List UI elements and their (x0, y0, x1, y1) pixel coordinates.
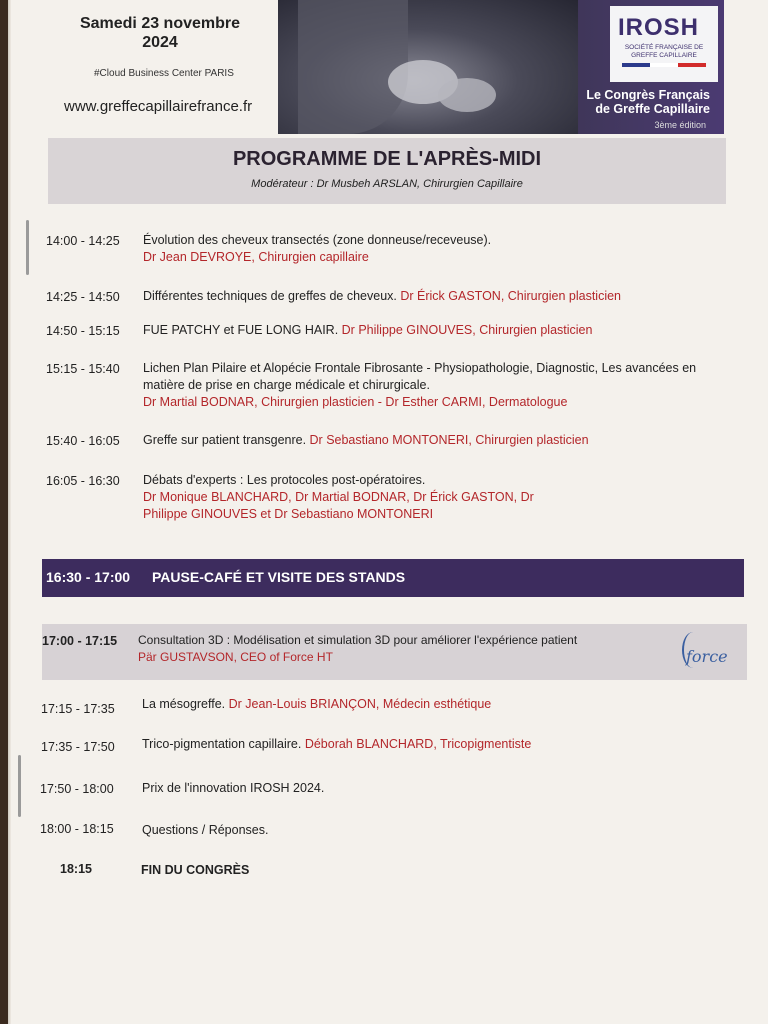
irosh-logo-subtitle: SOCIÉTÉ FRANÇAISE DE GREFFE CAPILLAIRE (624, 44, 704, 59)
session-title: Greffe sur patient transgenre. (143, 433, 310, 447)
session-description (142, 696, 732, 713)
session-description (142, 780, 732, 797)
session-title: Différentes techniques de greffes de cheveux. (143, 289, 401, 303)
gloved-hand (438, 78, 496, 112)
programme-title: PROGRAMME DE L'APRÈS-MIDI (232, 148, 542, 170)
programme-heading (48, 138, 726, 204)
session-time: 14:00 - 14:25 (46, 234, 120, 248)
session-title: Débats d'experts : Les protocoles post-opératoires. (143, 473, 426, 487)
session-speaker: Dr Philippe GINOUVES, Chirurgien plasticien (341, 323, 593, 337)
event-date-year: 2024 (142, 34, 178, 51)
session-description (143, 288, 733, 305)
surgeon-figure (298, 0, 408, 134)
session-time: 17:35 - 17:50 (41, 740, 115, 754)
congress-title (510, 88, 710, 116)
session-description (138, 632, 698, 666)
session-time: 14:50 - 15:15 (46, 324, 120, 338)
session-title: Consultation 3D : Modélisation et simulation 3D pour améliorer l'expérience patient (138, 633, 578, 647)
staple (18, 755, 21, 817)
session-title: Lichen Plan Pilaire et Alopécie Frontale Fibrosante - Physiopathologie, Diagnostic, Les avancées en matière de prise en charge médicale et chirurgicale. (143, 361, 697, 392)
session-speaker: Dr Martial BODNAR, Chirurgien plasticien - Dr Esther CARMI, Dermatologue (143, 395, 568, 409)
session-description (143, 472, 573, 523)
session-description (143, 432, 733, 449)
irosh-logo-text: IROSH (618, 14, 700, 41)
session-time: 15:40 - 16:05 (46, 434, 120, 448)
session-title: Évolution des cheveux transectés (zone donneuse/receveuse). (143, 233, 492, 247)
staple (26, 220, 29, 275)
closing-label: FIN DU CONGRÈS (141, 863, 250, 877)
event-venue: #Cloud Business Center PARIS (94, 68, 234, 79)
flag-blue (622, 63, 650, 67)
session-speaker: Dr Sebastiano MONTONERI, Chirurgien plasticien (309, 433, 589, 447)
session-description (143, 232, 733, 266)
congress-title-line1: Le Congrès Français (586, 88, 710, 102)
session-speaker: Pär GUSTAVSON, CEO of Force HT (138, 650, 333, 664)
coffee-break-banner (42, 559, 744, 597)
coffee-break-label: PAUSE-CAFÉ ET VISITE DES STANDS (152, 569, 406, 585)
session-time: 17:50 - 18:00 (40, 782, 114, 796)
event-date-day: Samedi 23 novembre (79, 15, 241, 32)
congress-edition: 3ème édition (654, 120, 706, 130)
header-banner (278, 0, 724, 134)
session-speaker: Dr Jean DEVROYE, Chirurgien capillaire (143, 250, 369, 264)
event-website: www.greffecapillairefrance.fr (64, 98, 253, 115)
session-time: 17:15 - 17:35 (41, 702, 115, 716)
force-ht-logo (680, 630, 738, 672)
session-time: 16:05 - 16:30 (46, 474, 120, 488)
flag-white (650, 63, 678, 67)
session-description (142, 822, 732, 839)
session-title: Prix de l'innovation IROSH 2024. (142, 781, 325, 795)
session-speaker: Dr Monique BLANCHARD, Dr Martial BODNAR, Dr Érick GASTON, Dr Philippe GINOUVES et Dr Sebastiano MONTONERI (143, 490, 534, 521)
flag-red (678, 63, 706, 67)
session-time: 14:25 - 14:50 (46, 290, 120, 304)
session-title: La mésogreffe. (142, 697, 229, 711)
session-time: 18:00 - 18:15 (40, 822, 114, 836)
event-date (60, 14, 260, 52)
force-logo-text: force (686, 647, 728, 666)
session-title: FUE PATCHY et FUE LONG HAIR. (143, 323, 342, 337)
session-speaker: Dr Jean-Louis BRIANÇON, Médecin esthétique (228, 697, 492, 711)
congress-title-line2: de Greffe Capillaire (595, 102, 710, 116)
session-title: Questions / Réponses. (142, 823, 269, 837)
session-time: 17:00 - 17:15 (42, 634, 118, 648)
closing-time: 18:15 (60, 862, 92, 876)
french-flag-stripe (622, 63, 706, 67)
session-time: 15:15 - 15:40 (46, 362, 120, 376)
coffee-break-time: 16:30 - 17:00 (46, 569, 131, 585)
session-description (143, 322, 733, 339)
session-title: Trico-pigmentation capillaire. (142, 737, 305, 751)
session-speaker: Déborah BLANCHARD, Tricopigmentiste (304, 737, 532, 751)
session-description (143, 360, 733, 411)
programme-moderator: Modérateur : Dr Musbeh ARSLAN, Chirurgien Capillaire (251, 178, 523, 190)
session-speaker: Dr Érick GASTON, Chirurgien plasticien (400, 289, 622, 303)
binding-fold (8, 0, 11, 1024)
session-description (142, 736, 732, 753)
